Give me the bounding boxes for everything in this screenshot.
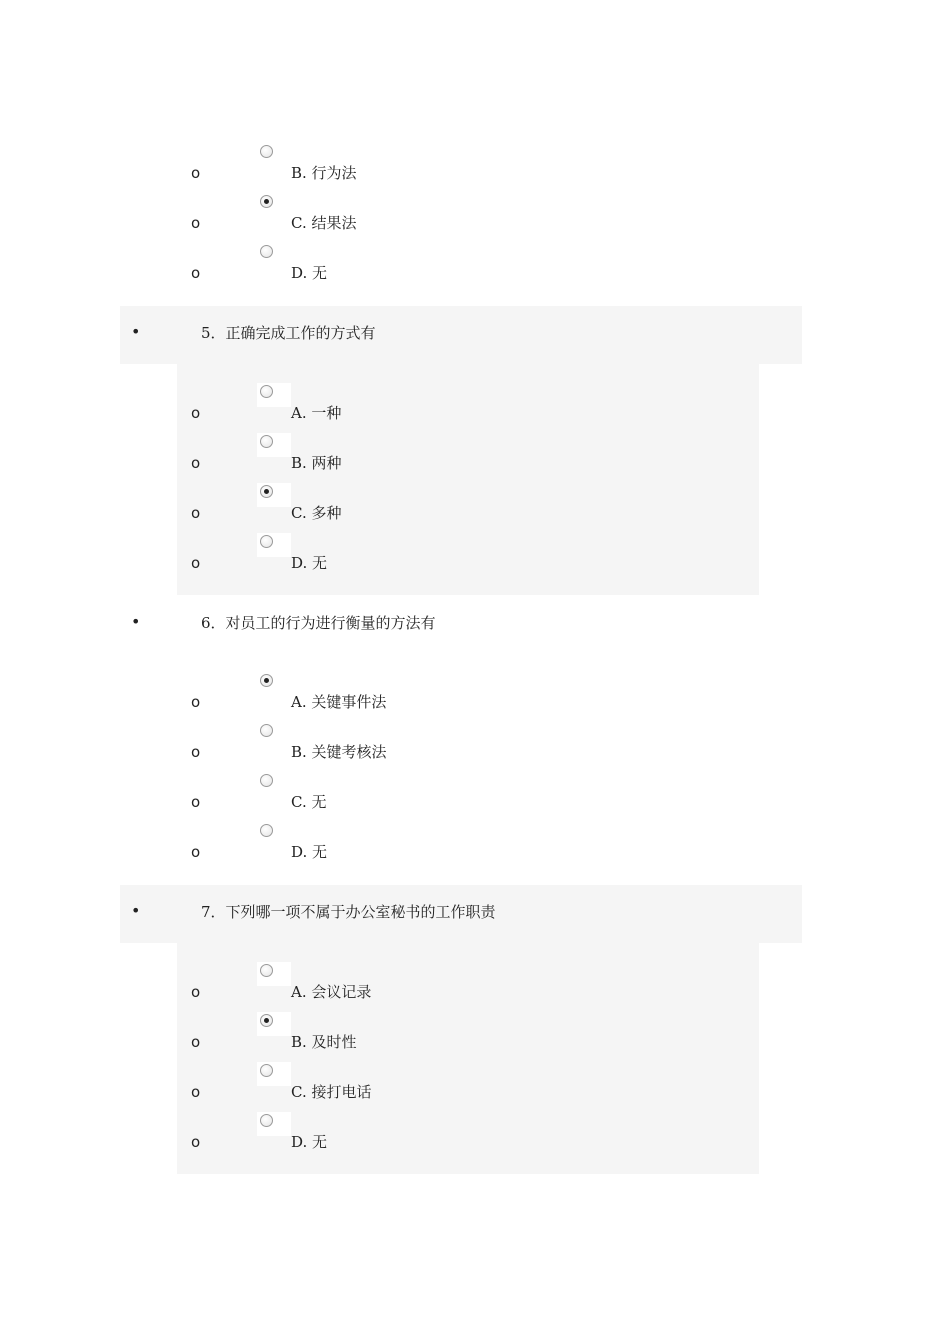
list-marker: o [191, 214, 201, 232]
list-marker: o [191, 1083, 201, 1101]
list-marker: o [191, 164, 201, 182]
option-label: D. 无 [291, 554, 328, 572]
radio-container[interactable] [257, 193, 291, 217]
radio-container[interactable] [257, 143, 291, 167]
list-marker: o [191, 554, 201, 572]
list-marker: o [191, 1133, 201, 1151]
radio-container[interactable] [257, 772, 291, 796]
list-marker: o [191, 793, 201, 811]
list-bullet: • [131, 901, 141, 920]
radio-container[interactable] [257, 722, 291, 746]
radio-button-selected[interactable] [260, 674, 273, 687]
list-bullet: • [131, 322, 141, 341]
option-row [0, 722, 560, 762]
option-row [0, 483, 560, 523]
radio-container[interactable] [257, 962, 291, 986]
radio-container[interactable] [257, 383, 291, 407]
option-label: B. 关键考核法 [291, 743, 387, 761]
list-marker: o [191, 843, 201, 861]
radio-container[interactable] [257, 822, 291, 846]
option-row [0, 1012, 560, 1052]
radio-button[interactable] [260, 964, 273, 977]
option-row [0, 822, 560, 862]
option-label: A. 一种 [291, 404, 342, 422]
option-label: B. 及时性 [291, 1033, 357, 1051]
option-row [0, 772, 560, 812]
radio-button[interactable] [260, 145, 273, 158]
radio-button[interactable] [260, 774, 273, 787]
question-text: 5．正确完成工作的方式有 [201, 324, 376, 342]
option-row [0, 533, 560, 573]
question-header [120, 306, 802, 364]
radio-button[interactable] [260, 824, 273, 837]
option-label: C. 结果法 [291, 214, 357, 232]
list-bullet: • [131, 612, 141, 631]
list-marker: o [191, 264, 201, 282]
option-label: D. 无 [291, 843, 328, 861]
radio-button[interactable] [260, 435, 273, 448]
option-label: D. 无 [291, 1133, 328, 1151]
option-row [0, 243, 560, 283]
radio-container[interactable] [257, 672, 291, 696]
option-label: C. 接打电话 [291, 1083, 372, 1101]
option-label: B. 两种 [291, 454, 342, 472]
question-text: 6．对员工的行为进行衡量的方法有 [201, 614, 436, 632]
list-marker: o [191, 404, 201, 422]
option-row [0, 672, 560, 712]
radio-button-selected[interactable] [260, 485, 273, 498]
radio-container[interactable] [257, 433, 291, 457]
radio-container[interactable] [257, 1062, 291, 1086]
list-marker: o [191, 1033, 201, 1051]
list-marker: o [191, 743, 201, 761]
option-label: C. 多种 [291, 504, 342, 522]
question-header [120, 596, 802, 654]
option-row [0, 383, 560, 423]
option-row [0, 143, 560, 183]
list-marker: o [191, 454, 201, 472]
option-row [0, 1062, 560, 1102]
radio-container[interactable] [257, 1012, 291, 1036]
option-row [0, 193, 560, 233]
radio-container[interactable] [257, 533, 291, 557]
radio-button[interactable] [260, 724, 273, 737]
option-row [0, 433, 560, 473]
radio-container[interactable] [257, 1112, 291, 1136]
radio-button[interactable] [260, 1064, 273, 1077]
radio-button-selected[interactable] [260, 195, 273, 208]
option-label: C. 无 [291, 793, 327, 811]
radio-container[interactable] [257, 483, 291, 507]
radio-button[interactable] [260, 245, 273, 258]
radio-button[interactable] [260, 385, 273, 398]
option-label: B. 行为法 [291, 164, 357, 182]
radio-button-selected[interactable] [260, 1014, 273, 1027]
option-label: A. 关键事件法 [291, 693, 387, 711]
list-marker: o [191, 504, 201, 522]
option-row [0, 1112, 560, 1152]
list-marker: o [191, 693, 201, 711]
option-label: D. 无 [291, 264, 328, 282]
option-row [0, 962, 560, 1002]
radio-container[interactable] [257, 243, 291, 267]
option-label: A. 会议记录 [291, 983, 372, 1001]
question-text: 7．下列哪一项不属于办公室秘书的工作职责 [201, 903, 496, 921]
question-header [120, 885, 802, 943]
radio-button[interactable] [260, 535, 273, 548]
radio-button[interactable] [260, 1114, 273, 1127]
list-marker: o [191, 983, 201, 1001]
